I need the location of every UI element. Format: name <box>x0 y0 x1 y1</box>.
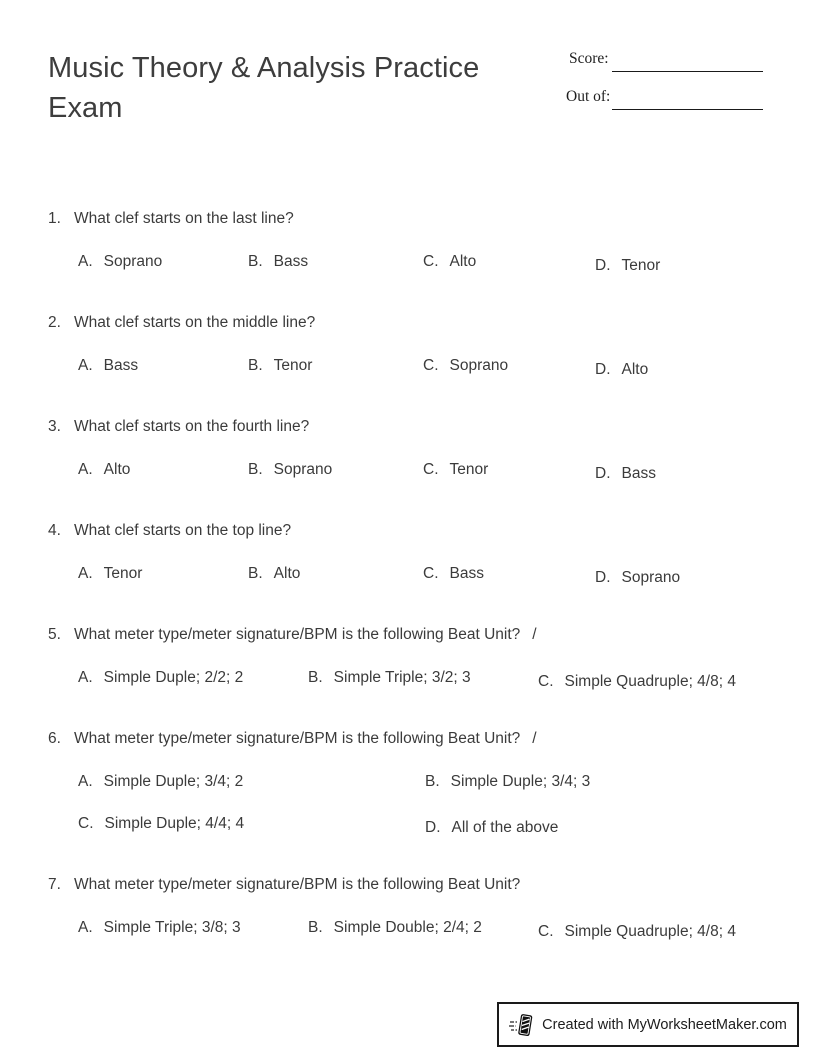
option-label: All of the above <box>451 819 559 836</box>
option-a <box>78 357 138 375</box>
option-a <box>78 773 243 791</box>
option-letter: A. <box>78 773 93 790</box>
option-label: Tenor <box>103 565 143 582</box>
out-of-blank-line <box>612 109 763 110</box>
option-label: Tenor <box>621 257 661 274</box>
question-number: 3. <box>48 418 61 435</box>
question-suffix: / <box>532 730 537 747</box>
option-letter: D. <box>595 465 611 482</box>
option-letter: B. <box>248 565 263 582</box>
option-label: Simple Duple; 4/4; 4 <box>104 815 245 832</box>
option-c <box>423 357 508 375</box>
option-a <box>78 919 241 937</box>
option-label: Tenor <box>449 461 489 478</box>
question-text: What clef starts on the top line? <box>74 522 292 539</box>
question-text: What meter type/meter signature/BPM is the following Beat Unit? / <box>74 730 537 747</box>
question-text: What meter type/meter signature/BPM is the following Beat Unit? / <box>74 626 537 643</box>
question-5-options <box>0 669 816 693</box>
option-letter: C. <box>423 565 439 582</box>
option-letter: D. <box>595 569 611 586</box>
page-title: Music Theory & Analysis Practice Exam <box>48 52 480 124</box>
option-letter: B. <box>425 773 440 790</box>
option-letter: A. <box>78 253 93 270</box>
question-number: 7. <box>48 876 61 893</box>
option-label: Bass <box>449 565 484 582</box>
question-text: What clef starts on the last line? <box>74 210 294 227</box>
option-label: Simple Duple; 3/4; 2 <box>103 773 244 790</box>
out-of-label: Out of: <box>566 88 611 105</box>
option-letter: C. <box>78 815 94 832</box>
score-label: Score: <box>569 50 609 67</box>
option-letter: A. <box>78 565 93 582</box>
option-label: Alto <box>103 461 131 478</box>
option-c <box>423 253 476 271</box>
option-label: Soprano <box>273 461 333 478</box>
option-letter: B. <box>248 253 263 270</box>
option-d <box>595 465 656 483</box>
option-letter: A. <box>78 919 93 936</box>
option-letter: B. <box>308 919 323 936</box>
option-label: Tenor <box>273 357 313 374</box>
option-a <box>78 461 130 479</box>
option-label: Bass <box>621 465 656 482</box>
option-label: Soprano <box>103 253 163 270</box>
option-label: Alto <box>273 565 301 582</box>
option-c <box>78 815 244 833</box>
option-c <box>538 673 736 691</box>
question-6-options-row-2 <box>0 815 816 839</box>
option-b <box>248 253 308 271</box>
option-label: Soprano <box>449 357 509 374</box>
question-number: 2. <box>48 314 61 331</box>
option-b <box>248 357 312 375</box>
option-label: Bass <box>273 253 309 270</box>
score-blank-line <box>612 71 763 72</box>
option-b <box>308 669 471 687</box>
option-a <box>78 253 162 271</box>
footer-credit-text: Created with MyWorksheetMaker.com <box>542 1016 787 1033</box>
option-b <box>248 461 332 479</box>
question-text: What meter type/meter signature/BPM is the following Beat Unit? <box>74 876 521 893</box>
option-label: Simple Triple; 3/2; 3 <box>333 669 471 686</box>
option-letter: C. <box>423 357 439 374</box>
option-label: Simple Triple; 3/8; 3 <box>103 919 241 936</box>
option-label: Alto <box>621 361 649 378</box>
question-number: 1. <box>48 210 61 227</box>
option-c <box>423 565 484 583</box>
question-number: 4. <box>48 522 61 539</box>
question-suffix: / <box>532 626 537 643</box>
option-label: Simple Quadruple; 4/8; 4 <box>564 923 736 940</box>
worksheet-maker-credit[interactable] <box>497 1002 799 1047</box>
option-letter: D. <box>595 257 611 274</box>
option-c <box>538 923 736 941</box>
option-d <box>595 257 660 275</box>
option-letter: A. <box>78 461 93 478</box>
option-label: Simple Quadruple; 4/8; 4 <box>564 673 736 690</box>
option-c <box>423 461 488 479</box>
option-letter: B. <box>248 461 263 478</box>
option-label: Simple Duple; 2/2; 2 <box>103 669 244 686</box>
question-number: 5. <box>48 626 61 643</box>
option-letter: C. <box>538 923 554 940</box>
question-text: What clef starts on the fourth line? <box>74 418 310 435</box>
option-b <box>308 919 482 937</box>
option-a <box>78 669 243 687</box>
option-d <box>595 569 680 587</box>
option-letter: D. <box>425 819 441 836</box>
question-7-options <box>0 919 816 943</box>
question-text: What clef starts on the middle line? <box>74 314 316 331</box>
option-letter: B. <box>248 357 263 374</box>
question-4-options <box>0 565 816 589</box>
question-3-options <box>0 461 816 485</box>
option-d <box>425 819 558 837</box>
option-letter: D. <box>595 361 611 378</box>
question-number: 6. <box>48 730 61 747</box>
option-label: Soprano <box>621 569 681 586</box>
option-b <box>425 773 590 791</box>
option-label: Simple Duple; 3/4; 3 <box>450 773 591 790</box>
question-6-options-row-1 <box>0 773 816 797</box>
option-a <box>78 565 142 583</box>
option-letter: A. <box>78 357 93 374</box>
option-b <box>248 565 300 583</box>
flying-worksheet-icon <box>509 1011 535 1039</box>
option-letter: C. <box>538 673 554 690</box>
option-label: Simple Double; 2/4; 2 <box>333 919 482 936</box>
option-letter: C. <box>423 253 439 270</box>
option-label: Alto <box>449 253 477 270</box>
question-2-options <box>0 357 816 381</box>
option-d <box>595 361 648 379</box>
option-letter: C. <box>423 461 439 478</box>
option-letter: B. <box>308 669 323 686</box>
question-1-options <box>0 253 816 277</box>
option-label: Bass <box>103 357 139 374</box>
option-letter: A. <box>78 669 93 686</box>
